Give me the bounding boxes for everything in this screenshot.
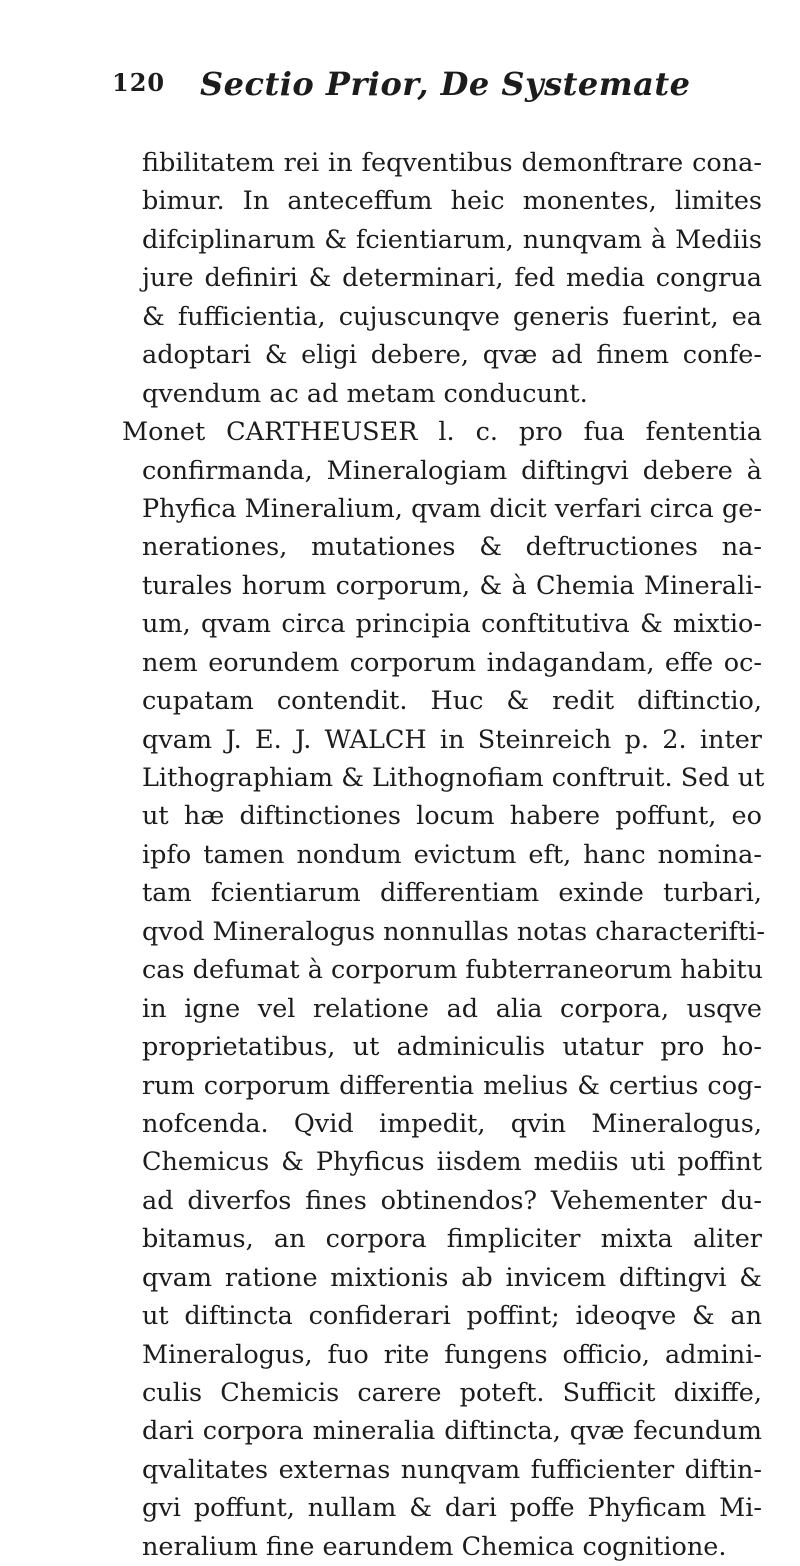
text-line: Mineralogus, fuo rite fungens officio, admini- (142, 1339, 762, 1370)
text-line: in igne vel relatione ad alia corpora, usqve (142, 993, 762, 1024)
text-line: ad diverfos fines obtinendos? Vehementer du- (142, 1185, 762, 1216)
text-line: dari corpora mineralia diftincta, qvæ fecundum (142, 1416, 762, 1447)
text-line: turales horum corporum, & à Chemia Minerali- (142, 570, 762, 601)
text-line: ut hæ diftinctiones locum habere poffunt, eo (142, 801, 762, 832)
text-line: nerationes, mutationes & deftructiones na- (142, 532, 762, 563)
text-line: um, qvam circa principia conftitutiva & mixtio- (142, 609, 762, 640)
text-line: cupatam contendit. Huc & redit diftinctio, (142, 686, 762, 717)
text-line: ut diftincta confiderari poffint; ideoqve & an (142, 1301, 762, 1332)
body-text (122, 144, 766, 1566)
text-line: neralium fine earundem Chemica cognitione. (142, 1531, 727, 1562)
text-line: qvam ratione mixtionis ab invicem diftingvi & (142, 1262, 762, 1293)
text-line: nofcenda. Qvid impedit, qvin Mineralogus, (142, 1108, 762, 1139)
text-line: qvod Mineralogus nonnullas notas characterifti- (142, 916, 766, 947)
text-line: confirmanda, Mineralogiam diftingvi debere à (142, 455, 762, 486)
text-line: bimur. In anteceffum heic monentes, limites (142, 186, 762, 217)
running-head (112, 65, 712, 114)
text-line: Chemicus & Phyficus iisdem mediis uti poffint (142, 1147, 762, 1178)
text-line: rum corporum differentia melius & certius cog- (142, 1070, 762, 1101)
text-line: & fufficientia, cujuscunqve generis fuerint, ea (142, 301, 762, 332)
text-line: qvendum ac ad metam conducunt. (142, 378, 588, 409)
page-number: 120 (112, 68, 166, 97)
text-line: culis Chemicis carere poteft. Sufficit dixiffe, (142, 1378, 762, 1408)
text-line: ipfo tamen nondum evictum eft, hanc nomina- (142, 839, 762, 870)
text-line: Phyfica Mineralium, qvam dicit verfari circa ge- (142, 493, 762, 524)
text-line: tam fcientiarum differentiam exinde turbari, (142, 878, 762, 909)
text-line: fibilitatem rei in feqventibus demonftrare cona- (142, 148, 762, 178)
text-line: Lithographiam & Lithognofiam conftruit. Sed ut (142, 763, 765, 793)
text-line: Monet CARTHEUSER l. c. pro fua fententia (122, 417, 762, 448)
text-line: bitamus, an corpora fimpliciter mixta aliter (142, 1224, 762, 1255)
text-line: jure definiri & determinari, fed media congrua (142, 263, 762, 294)
running-title: Sectio Prior, De Systemate (200, 65, 691, 103)
text-line: nem eorundem corporum indagandam, effe oc- (142, 647, 762, 678)
text-line: adoptari & eligi debere, qvæ ad finem confe- (142, 340, 762, 371)
text-line: gvi poffunt, nullam & dari poffe Phyficam Mi- (142, 1493, 762, 1524)
text-line: proprietatibus, ut adminiculis utatur pro ho- (142, 1032, 762, 1063)
text-line: difciplinarum & fcientiarum, nunqvam à Mediis (142, 224, 762, 255)
text-line: cas defumat à corporum fubterraneorum habitu (142, 955, 764, 986)
text-line: qvam J. E. J. WALCH in Steinreich p. 2. inter (142, 724, 762, 755)
text-line: qvalitates externas nunqvam fufficienter diftin- (142, 1454, 762, 1485)
